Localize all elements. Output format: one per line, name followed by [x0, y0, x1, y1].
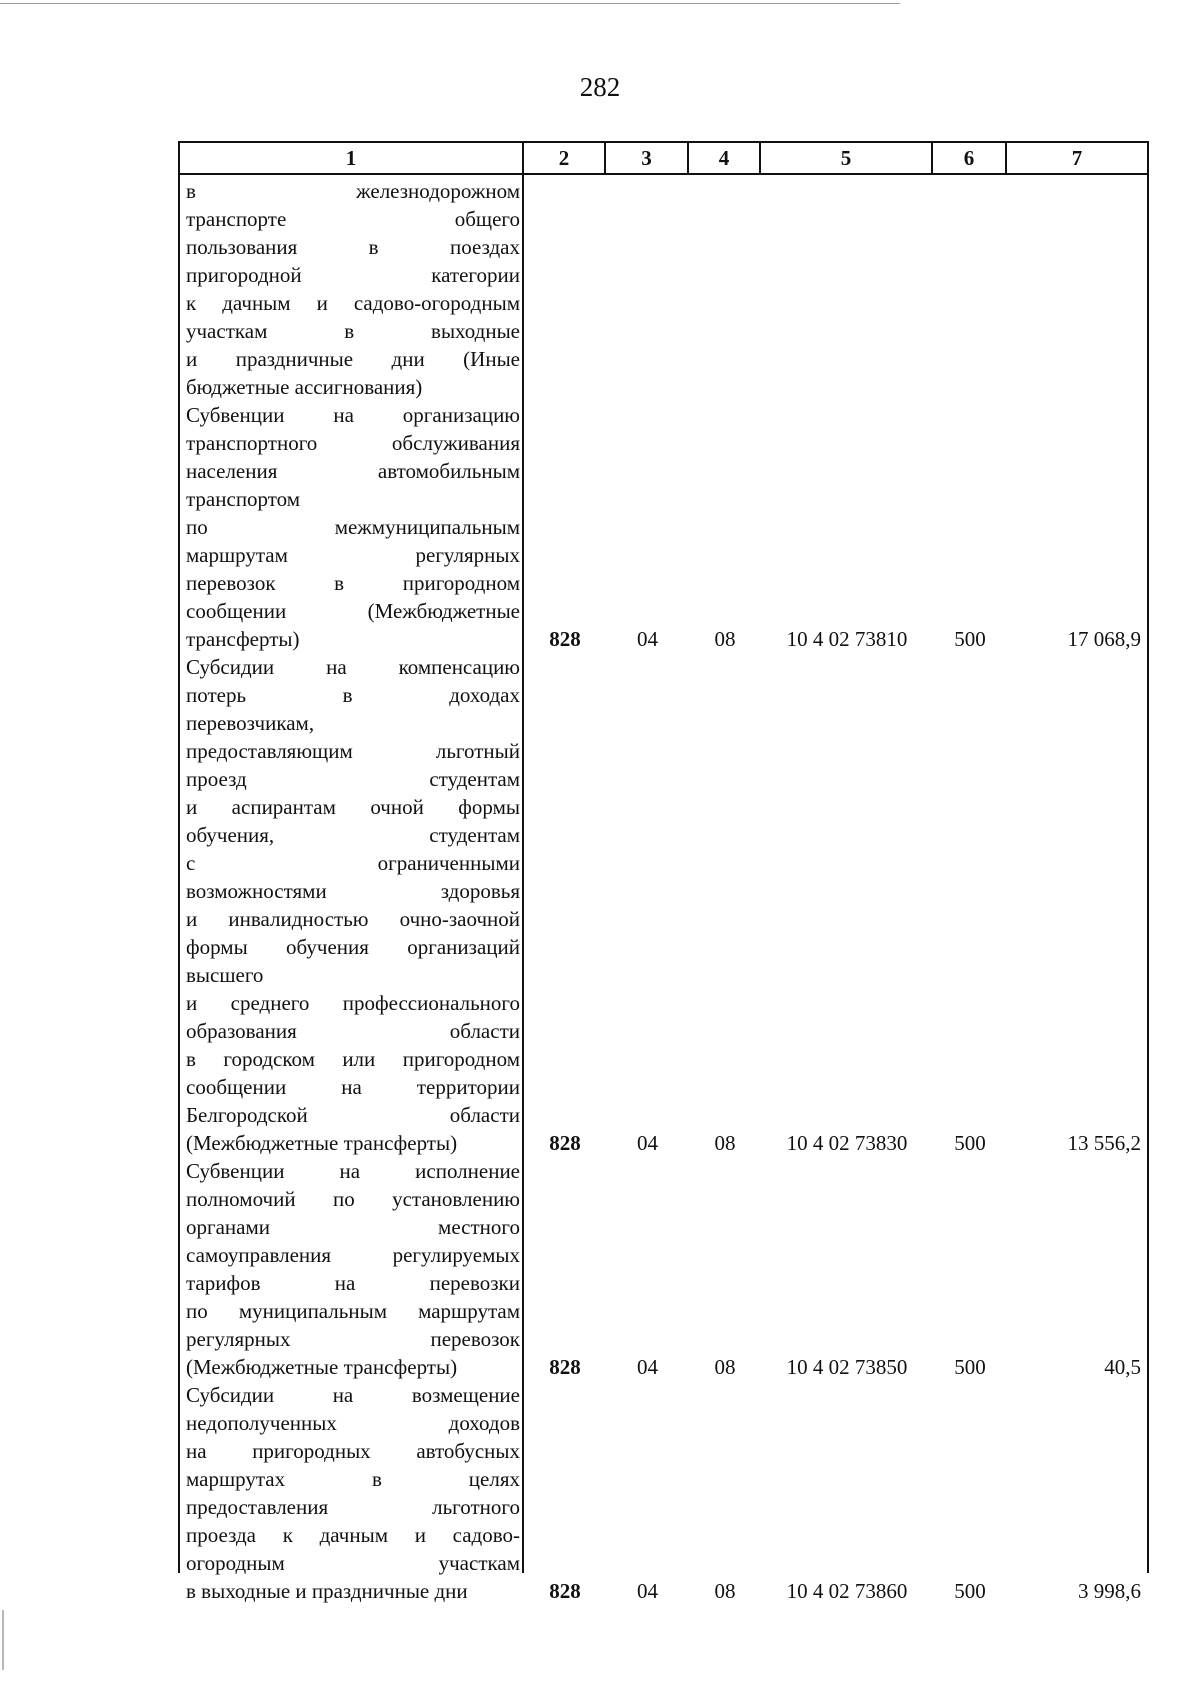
cell-c7: 13 556,2: [1067, 1131, 1141, 1155]
scan-margin-mark: [2, 1610, 4, 1670]
description-line: возможностями здоровья: [186, 879, 520, 903]
cell-c6: 500: [954, 627, 986, 651]
header-col-6: 6: [933, 143, 1007, 173]
description-line: сообщении на территории: [186, 1075, 520, 1099]
description-line: огородным участкам: [186, 1551, 520, 1575]
table-header-row: [180, 143, 1147, 175]
description-line: проезд студентам: [186, 767, 520, 791]
description-line: Субвенции на организацию: [186, 403, 520, 427]
cell-c3: 04: [637, 1579, 658, 1603]
cell-c5: 10 4 02 73810: [786, 627, 908, 651]
page-number: 282: [579, 72, 621, 102]
cell-c3: 04: [637, 1131, 658, 1155]
description-line: образования области: [186, 1019, 520, 1043]
description-line: потерь в доходах: [186, 683, 520, 707]
description-line: маршрутам регулярных: [186, 543, 520, 567]
description-line: проезда к дачным и садово-: [186, 1523, 520, 1547]
header-col-4: 4: [689, 143, 761, 173]
description-line: по муниципальным маршрутам: [186, 1299, 520, 1323]
description-line: сообщении (Межбюджетные: [186, 599, 520, 623]
budget-table: [178, 141, 1149, 1603]
cell-c5: 10 4 02 73860: [786, 1579, 908, 1603]
description-line: в выходные и праздничные дни: [186, 1579, 468, 1603]
cell-c2: 828: [549, 1579, 581, 1603]
description-line: полномочий по установлению: [186, 1187, 520, 1211]
cell-c7: 40,5: [1104, 1355, 1141, 1379]
description-line: тарифов на перевозки: [186, 1271, 520, 1295]
cell-c2: 828: [549, 1131, 581, 1155]
description-line: предоставления льготного: [186, 1495, 520, 1519]
description-line: транспортного обслуживания: [186, 431, 520, 455]
description-line: к дачным и садово-огородным: [186, 291, 520, 315]
description-line: маршрутах в целях: [186, 1467, 520, 1491]
description-line: и инвалидностью очно-заочной: [186, 907, 520, 931]
description-line: перевозчикам,: [186, 711, 315, 735]
description-line: регулярных перевозок: [186, 1327, 520, 1351]
description-line: населения автомобильным: [186, 459, 520, 483]
cell-c4: 08: [714, 1355, 736, 1379]
description-line: (Межбюджетные трансферты): [186, 1355, 458, 1379]
cell-c6: 500: [954, 1131, 986, 1155]
description-line: предоставляющим льготный: [186, 739, 520, 763]
header-col-7: 7: [1071, 146, 1083, 170]
cell-c4: 08: [714, 1131, 736, 1155]
description-line: формы обучения организаций: [186, 935, 520, 959]
description-line: трансферты): [186, 627, 300, 651]
description-line: высшего: [186, 963, 264, 987]
description-line: перевозок в пригородном: [186, 571, 520, 595]
description-line: пригородной категории: [186, 263, 520, 287]
header-col-1: 1: [180, 143, 524, 173]
description-line: самоуправления регулируемых: [186, 1243, 520, 1267]
description-line: органами местного: [186, 1215, 520, 1239]
description-line: Субвенции на исполнение: [186, 1159, 520, 1183]
scan-artifact-line: [0, 3, 900, 4]
description-line: Субсидии на возмещение: [186, 1383, 520, 1407]
description-line: и праздничные дни (Иные: [186, 347, 520, 371]
description-line: транспорте общего: [186, 207, 520, 231]
cell-c2: 828: [549, 627, 581, 651]
description-line: бюджетные ассигнования): [186, 375, 423, 399]
cell-c7: 3 998,6: [1078, 1579, 1141, 1603]
description-line: с ограниченными: [186, 851, 520, 875]
description-line: (Межбюджетные трансферты): [186, 1131, 458, 1155]
description-line: участкам в выходные: [186, 319, 520, 343]
description-line: Субсидии на компенсацию: [186, 655, 520, 679]
cell-c6: 500: [954, 1355, 986, 1379]
table-row: [180, 1129, 1147, 1157]
table-row: [180, 1577, 1147, 1605]
cell-c4: 08: [714, 1579, 736, 1603]
header-col-3: 3: [606, 143, 689, 173]
table-row: [180, 1353, 1147, 1381]
description-line: в городском или пригородном: [186, 1047, 520, 1071]
description-line: и среднего профессионального: [186, 991, 520, 1015]
header-col-5: 5: [761, 143, 933, 173]
header-col-2: 2: [524, 143, 606, 173]
description-line: в железнодорожном: [186, 179, 520, 203]
description-line: недополученных доходов: [186, 1411, 520, 1435]
description-line: на пригородных автобусных: [186, 1439, 520, 1463]
cell-c2: 828: [549, 1355, 581, 1379]
description-line: пользования в поездах: [186, 235, 520, 259]
cell-c6: 500: [954, 1579, 986, 1603]
table-row: [180, 625, 1147, 653]
cell-c5: 10 4 02 73830: [786, 1131, 908, 1155]
description-line: обучения, студентам: [186, 823, 520, 847]
description-line: транспортом: [186, 487, 301, 511]
cell-c5: 10 4 02 73850: [786, 1355, 908, 1379]
cell-c4: 08: [714, 627, 736, 651]
description-line: Белгородской области: [186, 1103, 520, 1127]
cell-c3: 04: [637, 1355, 658, 1379]
cell-c3: 04: [637, 627, 658, 651]
cell-c7: 17 068,9: [1067, 627, 1141, 651]
description-column: [186, 177, 520, 1605]
description-line: и аспирантам очной формы: [186, 795, 520, 819]
description-line: по межмуниципальным: [186, 515, 520, 539]
